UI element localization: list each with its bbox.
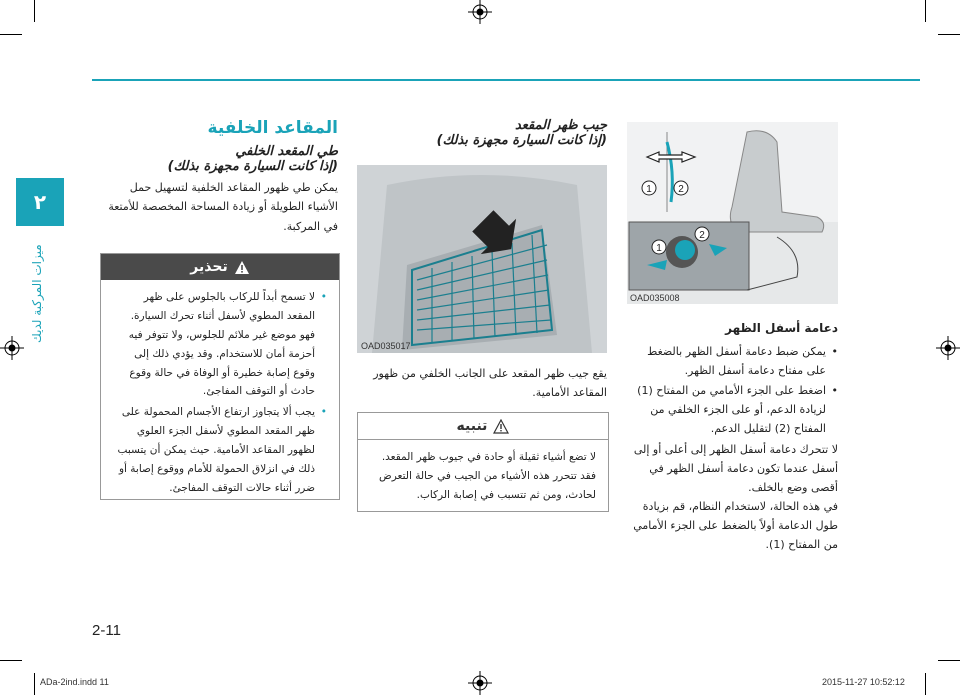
notice-header [358, 413, 608, 440]
warning-header [101, 254, 339, 280]
image-code: OAD035017 [361, 341, 411, 351]
left-column [100, 118, 338, 236]
callout-number: 1 [646, 184, 652, 195]
registration-mark-icon [936, 336, 960, 360]
page-number: 2-11 [92, 622, 121, 639]
notice-box [357, 412, 609, 512]
caution-triangle-icon [493, 419, 509, 434]
crop-mark [925, 673, 926, 695]
crop-mark [0, 34, 22, 35]
header-rule [92, 79, 920, 81]
chapter-number: ٢ [33, 190, 47, 214]
lumbar-support-illustration [627, 122, 838, 304]
callout-number: 2 [678, 184, 684, 195]
warning-title: تحذير [190, 259, 228, 275]
section-qualifier: (إذا كانت السيارة مجهزة بذلك) [436, 133, 607, 148]
section-title: جيب ظهر المقعد [514, 118, 607, 133]
body-text: يمكن طي ظهور المقاعد الخلفية لتسهيل حمل الأشياء الطويلة أو زيادة المساحة المخصصة للأمتعة في المركبة. [108, 181, 338, 233]
footer-timestamp: 2015-11-27 10:52:12 [822, 677, 905, 687]
crop-mark [0, 660, 22, 661]
registration-mark-icon [468, 671, 492, 695]
notice-body: لا تضع أشياء ثقيلة أو حادة في جيوب ظهر المقعد. فقد تتحرر هذه الأشياء من الجيب في حالة التعرض لحادث، ومن ثم تتسبب في إصابة الركاب. [379, 451, 596, 501]
chapter-label: ميزات المركبة لديك [30, 244, 44, 344]
warning-triangle-icon [234, 260, 250, 275]
middle-body-text: يقع جيب ظهر المقعد على الجانب الخلفي من ظهور المقاعد الأمامية. [373, 367, 607, 400]
image-code: OAD035008 [630, 293, 680, 303]
footer-file: ADa-2ind.indd 11 [40, 677, 109, 687]
lumbar-note: لا تتحرك دعامة أسفل الظهر إلى أعلى أو إلى أسفل عندما تكون دعامة أسفل الظهر في أقصى وضع بالخلف. [633, 443, 838, 494]
lumbar-title: دعامة أسفل الظهر [725, 321, 838, 335]
subsection-title: طي المقعد الخلفي [235, 144, 338, 159]
subsection-qualifier: (إذا كانت السيارة مجهزة بذلك) [167, 159, 338, 174]
notice-title: تنبيه [456, 418, 488, 434]
right-column-text [627, 318, 838, 555]
seatback-pocket-illustration [357, 165, 607, 353]
crop-mark [938, 34, 960, 35]
seatback-pocket-image [357, 165, 607, 353]
warning-box [100, 253, 340, 500]
registration-mark-icon [0, 336, 24, 360]
chapter-tab [16, 178, 64, 226]
lumbar-item: • يمكن ضبط دعامة أسفل الظهر بالضغط على مفتاح دعامة أسفل الظهر. [627, 343, 838, 381]
registration-mark-icon [468, 0, 492, 24]
middle-column [357, 118, 607, 148]
section-title: المقاعد الخلفية [207, 118, 338, 138]
callout-number: 2 [699, 230, 705, 241]
lumbar-support-image [627, 122, 838, 304]
crop-mark [34, 0, 35, 22]
crop-mark [938, 660, 960, 661]
warning-item: • لا تسمح أبداً للركاب بالجلوس على ظهر المقعد المطوي لأسفل أثناء تحرك السيارة. فهو موضع غير ملائم للجلوس، ولا تتوفر فيه أحزمة أمان للاستخدام. وقد يؤدي ذلك إلى وقوع إصابة خطيرة أو الوفاة في حالة وقوع حادث أو التوقف المفاجئ. [113, 288, 327, 401]
lumbar-item: • اضغط على الجزء الأمامي من المفتاح (1) لزيادة الدعم، أو على الجزء الخلفي من المفتاح (2) لتقليل الدعم. [627, 382, 838, 439]
crop-mark [925, 0, 926, 22]
warning-body [101, 280, 339, 508]
crop-mark [34, 673, 35, 695]
warning-item: • يجب ألا يتجاوز ارتفاع الأجسام المحمولة على ظهر المقعد المطوي لأسفل الجزء العلوي لظهور المقاعد الأمامية. حيث يمكن أن يتسبب ذلك في انزلاق الحمولة للأمام ووقوع إصابة أو ضرر أثناء حالات التوقف المفاجئ. [113, 403, 327, 497]
callout-number: 1 [656, 243, 662, 254]
lumbar-note: في هذه الحالة، لاستخدام النظام، قم بزيادة طول الدعامة أولاً بالضغط على الجزء الأمامي من المفتاح (1). [633, 499, 838, 551]
